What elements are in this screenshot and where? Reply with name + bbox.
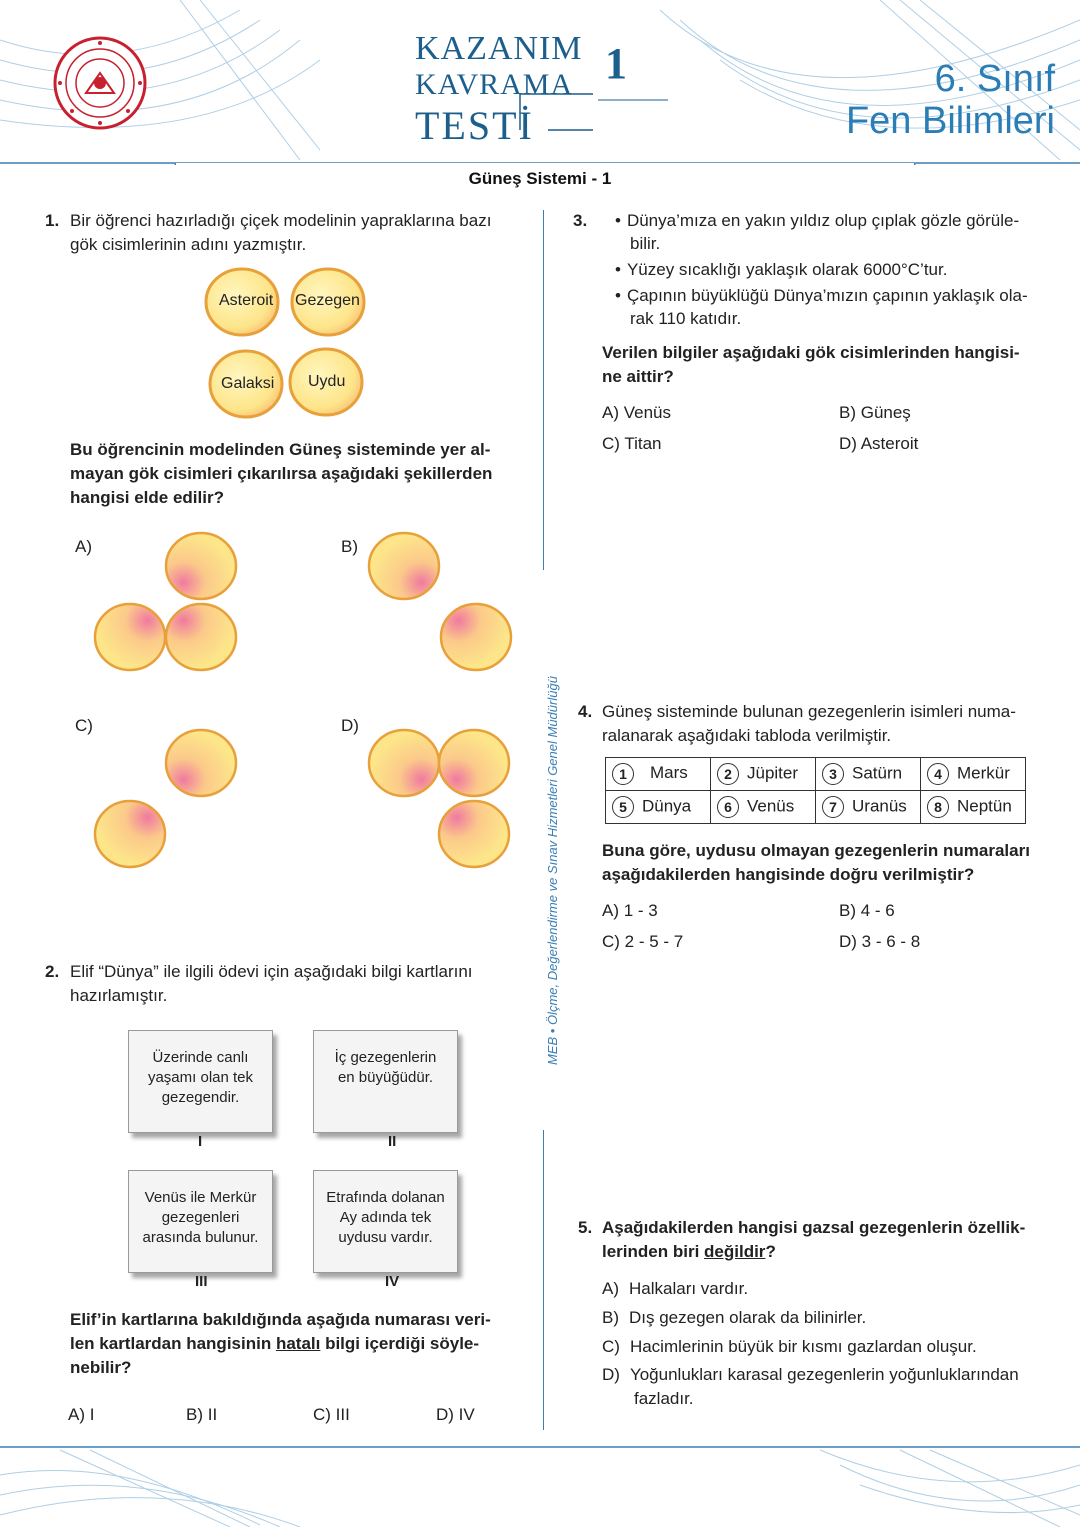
planet-cell bbox=[921, 758, 1026, 791]
grade-label: 6. Sınıf bbox=[934, 58, 1055, 100]
planet-cell bbox=[606, 758, 711, 791]
option-d-petal-right bbox=[439, 730, 509, 796]
petal-label-galaksi: Galaksi bbox=[221, 375, 275, 392]
q4-number: 4. bbox=[578, 702, 593, 721]
card-3-line3: arasında bulunur. bbox=[142, 1229, 259, 1246]
planet-number-badge: 8 bbox=[927, 796, 949, 818]
logo-line-kazanim: KAZANIM bbox=[415, 30, 583, 67]
section-title: Güneş Sistemi - 1 bbox=[468, 169, 612, 188]
planet-table bbox=[605, 757, 1026, 824]
q3-bullet-3-line2: rak 110 katıdır. bbox=[630, 309, 742, 328]
card-3-line1: Venüs ile Merkür bbox=[144, 1189, 257, 1206]
q5-option-c-text: Hacimlerinin büyük bir kısmı gazlardan oluşur. bbox=[629, 1337, 977, 1356]
option-b-petal-bottom bbox=[441, 604, 511, 670]
planet-number-badge: 7 bbox=[822, 796, 844, 818]
planet-cell bbox=[711, 791, 816, 824]
column-divider-bottom bbox=[543, 1130, 544, 1430]
q3-prompt-line2: ne aittir? bbox=[602, 367, 674, 386]
q1-option-figures bbox=[0, 520, 545, 880]
planet-cell bbox=[816, 791, 921, 824]
planet-table-row bbox=[606, 758, 1026, 791]
card-1-line3: gezegendir. bbox=[161, 1089, 240, 1106]
q5-number: 5. bbox=[578, 1218, 593, 1237]
q2-prompt-line1: Elif’in kartlarına bakıldığında aşağıda numarası veri- bbox=[70, 1310, 491, 1329]
option-a-petal-top bbox=[166, 533, 236, 599]
q2-option-d[interactable]: D) IV bbox=[436, 1405, 475, 1424]
q3-bullet-3-line1: • Çapının büyüklüğü Dünya’mızın çapının yaklaşık ola- bbox=[615, 284, 1028, 308]
q3-option-c[interactable]: C) Titan bbox=[602, 434, 662, 453]
planet-cell bbox=[711, 758, 816, 791]
q5-option-d-key: D) bbox=[602, 1365, 620, 1384]
planet-cell bbox=[921, 791, 1026, 824]
q1-option-a-label[interactable]: A) bbox=[75, 537, 92, 556]
card-1-line1: Üzerinde canlı bbox=[152, 1049, 249, 1066]
petal-label-gezegen: Gezegen bbox=[295, 292, 360, 309]
q5-option-d[interactable] bbox=[602, 1365, 1019, 1385]
petal-label-uydu: Uydu bbox=[308, 373, 346, 390]
test-number: 1 bbox=[605, 39, 627, 88]
q4-prompt-line2: aşağıdakilerden hangisinde doğru verilmiştir? bbox=[602, 865, 975, 884]
q3-option-a[interactable]: A) Venüs bbox=[602, 403, 671, 422]
planet-name: Dünya bbox=[642, 796, 692, 816]
q4-option-d[interactable]: D) 3 - 6 - 8 bbox=[839, 932, 921, 951]
q2-option-c[interactable]: C) III bbox=[313, 1405, 350, 1424]
option-d-petal-left bbox=[369, 730, 439, 796]
q5-prompt-line2 bbox=[602, 1240, 776, 1264]
card-3-label: III bbox=[195, 1273, 208, 1290]
card-1-line2: yaşamı olan tek bbox=[147, 1069, 254, 1086]
option-c-petal-bottom bbox=[95, 801, 165, 867]
q2-prompt-hatali: hatalı bbox=[275, 1334, 321, 1353]
card-4-line3: uydusu vardır. bbox=[338, 1229, 433, 1246]
logo-line-testi: TESTİ bbox=[415, 103, 534, 148]
card-2-line1: İç gezegenlerin bbox=[334, 1049, 437, 1066]
planet-name: Mars bbox=[650, 763, 688, 783]
q5-option-c-key: C) bbox=[602, 1337, 620, 1356]
q1-option-b-label[interactable]: B) bbox=[341, 537, 358, 556]
planet-number-badge: 6 bbox=[717, 796, 739, 818]
column-divider-top bbox=[543, 210, 544, 570]
q2-text-line2: hazırlamıştır. bbox=[70, 986, 168, 1005]
q4-text-line2: ralanarak aşağıdaki tabloda verilmiştir. bbox=[602, 726, 892, 745]
q5-option-a-text: Halkaları vardır. bbox=[629, 1279, 749, 1298]
q3-prompt-line1: Verilen bilgiler aşağıdaki gök cisimlerinden hangisi- bbox=[602, 343, 1020, 362]
info-card-1 bbox=[128, 1030, 273, 1133]
q3-bullet-1-line1: • Dünya’mıza en yakın yıldız olup çıplak gözle görüle- bbox=[615, 209, 1019, 233]
planet-number-badge: 4 bbox=[927, 763, 949, 785]
planet-number-badge: 3 bbox=[822, 763, 844, 785]
option-c-petal-top bbox=[166, 730, 236, 796]
q5-option-b-key: B) bbox=[602, 1308, 619, 1327]
card-4-line1: Etrafında dolanan bbox=[326, 1189, 445, 1206]
card-4-line2: Ay adında tek bbox=[339, 1209, 432, 1226]
q2-option-b[interactable]: B) II bbox=[186, 1405, 218, 1424]
q5-prompt-qmark: ? bbox=[765, 1242, 776, 1261]
q2-number: 2. bbox=[45, 962, 60, 981]
flower-model-figure bbox=[200, 262, 370, 427]
card-4-label: IV bbox=[385, 1273, 400, 1290]
card-1-label: I bbox=[198, 1133, 203, 1150]
meb-seal-logo bbox=[52, 35, 148, 131]
card-2-line2: en büyüğüdür. bbox=[337, 1069, 434, 1086]
option-a-petal-left bbox=[95, 604, 165, 670]
q5-option-b[interactable] bbox=[602, 1308, 866, 1328]
q3-number: 3. bbox=[573, 211, 588, 230]
q5-option-d-line2: fazladır. bbox=[634, 1389, 694, 1408]
logo-frame bbox=[518, 92, 668, 132]
planet-cell bbox=[816, 758, 921, 791]
q5-prompt-degildir: değildir bbox=[704, 1242, 766, 1261]
q2-text-line1: Elif “Dünya” ile ilgili ödevi için aşağıdaki bilgi kartlarını bbox=[70, 962, 473, 981]
q1-number: 1. bbox=[45, 211, 60, 230]
planet-name: Satürn bbox=[852, 763, 903, 783]
planet-name: Jüpiter bbox=[747, 763, 799, 783]
petal-label-asteroit: Asteroit bbox=[219, 292, 274, 309]
q4-option-a[interactable]: A) 1 - 3 bbox=[602, 901, 658, 920]
option-a-petal-right bbox=[166, 604, 236, 670]
option-b-petal-top bbox=[369, 533, 439, 599]
planet-name: Uranüs bbox=[852, 796, 907, 816]
planet-number-badge: 2 bbox=[717, 763, 739, 785]
q1-option-c-label[interactable]: C) bbox=[75, 716, 93, 735]
q4-text-line1: Güneş sisteminde bulunan gezegenlerin isimleri numa- bbox=[602, 702, 1016, 721]
planet-table-row bbox=[606, 791, 1026, 824]
q2-option-a[interactable]: A) I bbox=[68, 1405, 95, 1424]
q5-option-b-text: Dış gezegen olarak da bilinirler. bbox=[629, 1308, 867, 1327]
q5-prompt-part-a: lerinden biri bbox=[602, 1242, 705, 1261]
info-card-4 bbox=[313, 1170, 458, 1273]
q1-text-line1: Bir öğrenci hazırladığı çiçek modelinin yapraklarına bazı bbox=[70, 211, 492, 230]
q3-bullet-2: • Yüzey sıcaklığı yaklaşık olarak 6000°C’tur. bbox=[615, 258, 947, 282]
q3-option-d[interactable]: D) Asteroit bbox=[839, 434, 919, 453]
subject-label: Fen Bilimleri bbox=[845, 100, 1055, 142]
q5-prompt-line1: Aşağıdakilerden hangisi gazsal gezegenlerin özellik- bbox=[602, 1218, 1026, 1237]
planet-name: Neptün bbox=[957, 796, 1012, 816]
q2-prompt-line3: nebilir? bbox=[70, 1358, 132, 1377]
q2-prompt-part-a: len kartlardan hangisinin bbox=[70, 1334, 276, 1353]
q3-bullet-1-line2: bilir. bbox=[630, 234, 661, 253]
q1-prompt-line3: hangisi elde edilir? bbox=[70, 488, 224, 507]
q5-option-a[interactable] bbox=[602, 1279, 748, 1299]
q1-prompt-line2: mayan gök cisimleri çıkarılırsa aşağıdaki şekillerden bbox=[70, 464, 493, 483]
footer-decoration bbox=[0, 1445, 1080, 1527]
option-d-petal-bottom bbox=[439, 801, 509, 867]
q3-option-b[interactable]: B) Güneş bbox=[839, 403, 911, 422]
q5-option-c[interactable] bbox=[602, 1337, 977, 1357]
q4-prompt-line1: Buna göre, uydusu olmayan gezegenlerin numaraları bbox=[602, 841, 1030, 860]
info-card-3 bbox=[128, 1170, 273, 1273]
q2-prompt-line2 bbox=[70, 1332, 479, 1356]
q4-option-c[interactable]: C) 2 - 5 - 7 bbox=[602, 932, 684, 951]
q2-prompt-part-c: bilgi içerdiği söyle- bbox=[320, 1334, 480, 1353]
planet-name: Merkür bbox=[957, 763, 1010, 783]
logo-line-kavrama: KAVRAMA bbox=[415, 68, 574, 101]
card-2-label: II bbox=[388, 1133, 397, 1150]
card-3-line2: gezegenleri bbox=[161, 1209, 240, 1226]
planet-number-badge: 5 bbox=[612, 796, 634, 818]
planet-cell bbox=[606, 791, 711, 824]
q4-option-b[interactable]: B) 4 - 6 bbox=[839, 901, 895, 920]
q5-option-d-text: Yoğunlukları karasal gezegenlerin yoğunluklarından bbox=[629, 1365, 1019, 1384]
q5-option-a-key: A) bbox=[602, 1279, 619, 1298]
planet-name: Venüs bbox=[747, 796, 795, 816]
planet-number-badge: 1 bbox=[612, 763, 634, 785]
q1-text-line2: gök cisimlerinin adını yazmıştır. bbox=[70, 235, 307, 254]
info-card-2 bbox=[313, 1030, 458, 1133]
q1-option-d-label[interactable]: D) bbox=[341, 716, 359, 735]
publisher-side-text: MEB • Ölçme, Değerlendirme ve Sınav Hizmetleri Genel Müdürlüğü bbox=[545, 676, 560, 1065]
q1-prompt-line1: Bu öğrencinin modelinden Güneş sisteminde yer al- bbox=[70, 440, 491, 459]
